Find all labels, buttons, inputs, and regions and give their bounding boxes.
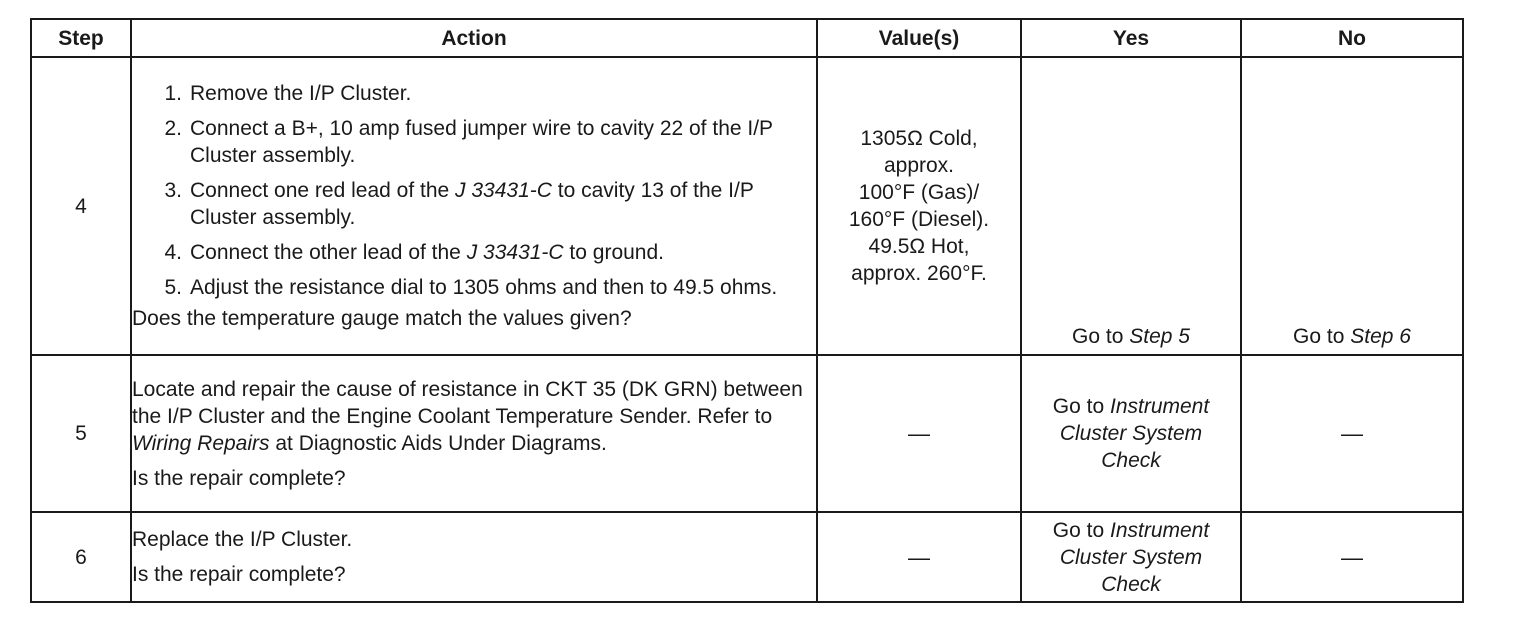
step-text-pre: Connect the other lead of the — [190, 241, 467, 264]
action-step — [132, 80, 816, 107]
table-row-step-5 — [31, 355, 1463, 512]
step-text-post: to cavity 13 of the I/P Cluster assembly. — [190, 179, 754, 229]
action-step — [132, 274, 816, 301]
step-index: 3. — [164, 179, 182, 202]
step-index: 5. — [164, 276, 182, 299]
action-text — [132, 376, 816, 457]
header-values: Value(s) — [817, 19, 1021, 57]
step-text-post: to ground. — [563, 241, 664, 264]
action-text-pre: Locate and repair the cause of resistance in CKT 35 (DK GRN) between the I/P Cluster and the Engine Coolant Temperature Sender. Refer to — [132, 377, 803, 428]
yes-cell — [1021, 355, 1241, 512]
step-index: 2. — [164, 117, 182, 140]
step-text: Connect a B+, 10 amp fused jumper wire to cavity 22 of the I/P Cluster assembly. — [190, 117, 773, 167]
step-number: 6 — [31, 512, 131, 602]
yes-cell — [1021, 512, 1241, 602]
action-question: Is the repair complete? — [132, 563, 346, 586]
yes-goto — [1022, 393, 1240, 474]
diagnostic-table — [30, 18, 1464, 603]
step-text: Remove the I/P Cluster. — [190, 82, 412, 105]
action-text-post: at Diagnostic Aids Under Diagrams. — [269, 431, 607, 455]
table-row-step-6 — [31, 512, 1463, 602]
action-cell — [131, 512, 817, 602]
tool-name: J 33431-C — [455, 179, 552, 202]
header-no: No — [1241, 19, 1463, 57]
action-step — [132, 115, 816, 169]
values-cell: — — [817, 512, 1021, 602]
action-question: Does the temperature gauge match the values given? — [132, 307, 632, 330]
action-step — [132, 177, 816, 231]
header-row — [31, 19, 1463, 57]
header-yes: Yes — [1021, 19, 1241, 57]
no-cell: — — [1241, 512, 1463, 602]
value-line: approx. — [883, 154, 955, 177]
yes-goto — [1022, 517, 1240, 598]
no-cell: — — [1241, 355, 1463, 512]
action-cell — [131, 57, 817, 355]
goto-prefix: Go to — [1052, 518, 1110, 542]
reference-name: Wiring Repairs — [132, 431, 270, 455]
no-cell — [1241, 57, 1463, 355]
step-index: 4. — [164, 241, 182, 264]
value-line: 160°F (Diesel). — [848, 208, 990, 231]
value-line: approx. 260°F. — [851, 262, 987, 285]
action-steps-list — [132, 80, 816, 301]
goto-target: Step 6 — [1350, 325, 1411, 348]
header-action: Action — [131, 19, 817, 57]
step-text — [190, 239, 816, 266]
tool-name: J 33431-C — [466, 241, 564, 264]
goto-target: Instrument Cluster System Check — [1059, 395, 1210, 472]
no-goto — [1242, 323, 1462, 350]
goto-prefix: Go to — [1052, 395, 1110, 418]
step-text-pre: Connect one red lead of the — [190, 179, 456, 202]
yes-cell — [1021, 57, 1241, 355]
action-cell — [131, 355, 817, 512]
action-step — [132, 239, 816, 266]
step-number: 4 — [31, 57, 131, 355]
step-number: 5 — [31, 355, 131, 512]
step-index: 1. — [164, 82, 182, 105]
header-step: Step — [31, 19, 131, 57]
action-text: Replace the I/P Cluster. — [132, 528, 353, 551]
step-text: Adjust the resistance dial to 1305 ohms and then to 49.5 ohms. — [190, 276, 778, 299]
goto-target: Instrument Cluster System Check — [1059, 518, 1210, 596]
goto-prefix: Go to — [1072, 325, 1130, 348]
goto-prefix: Go to — [1293, 325, 1351, 348]
yes-goto — [1022, 323, 1240, 350]
value-line: 49.5Ω Hot, — [868, 235, 970, 258]
step-text — [190, 177, 816, 231]
action-question: Is the repair complete? — [132, 466, 346, 490]
value-line: 1305Ω Cold, — [860, 127, 978, 150]
values-cell: — — [817, 355, 1021, 512]
values-cell — [817, 57, 1021, 355]
table-row-step-4 — [31, 57, 1463, 355]
value-line: 100°F (Gas)/ — [858, 181, 980, 204]
goto-target: Step 5 — [1129, 325, 1190, 348]
